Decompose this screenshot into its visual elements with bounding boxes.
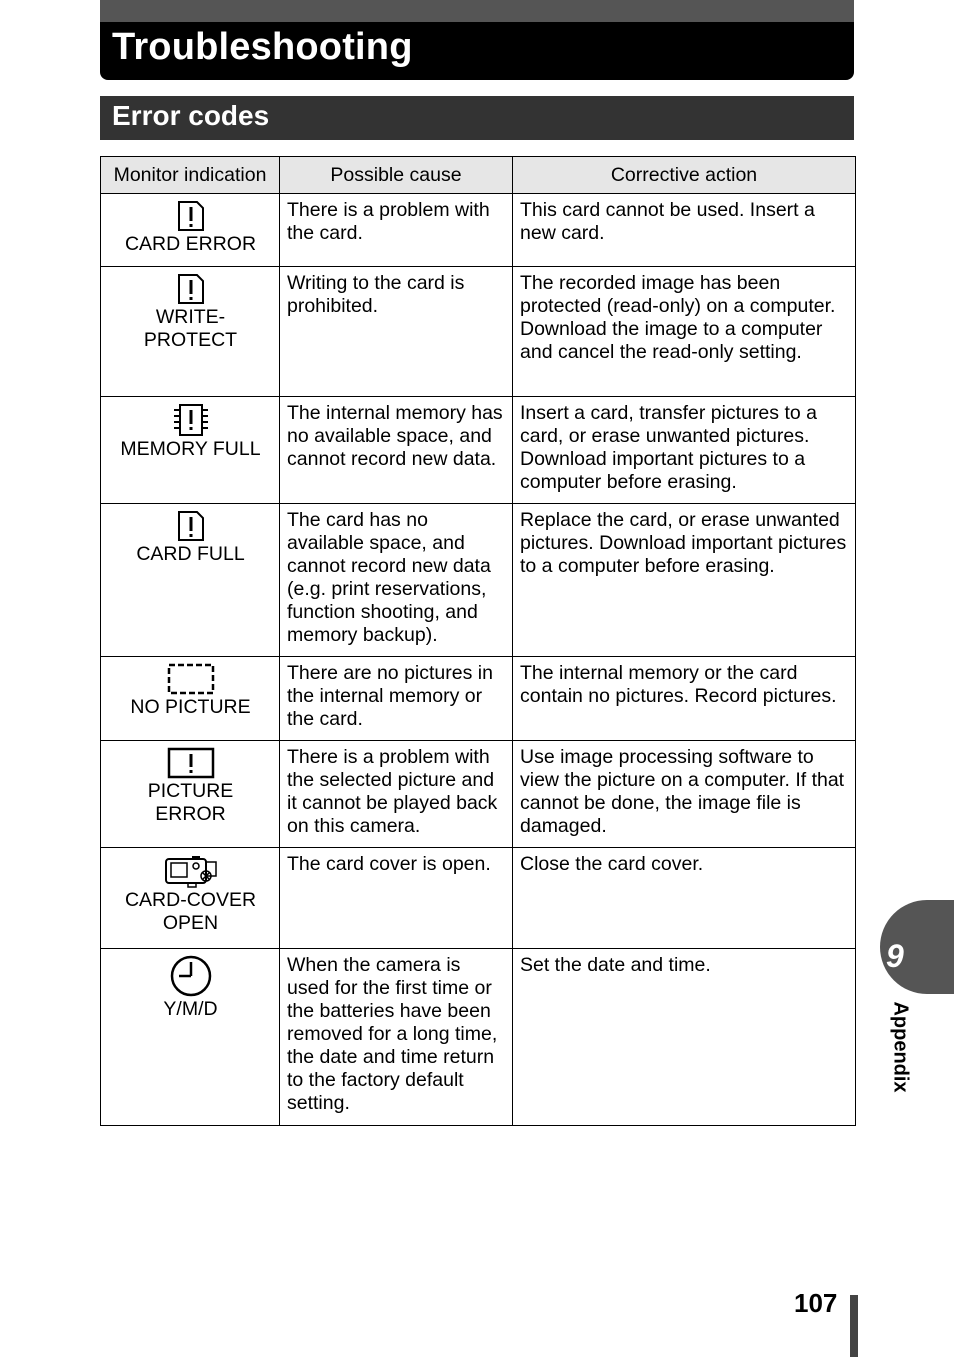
cause-cell: There is a problem with the selected picture and it cannot be played back on this camera. [280, 741, 513, 848]
header-monitor-indication: Monitor indication [101, 157, 280, 194]
indication-cell [101, 949, 280, 1126]
table-row [101, 741, 856, 848]
header-corrective-action: Corrective action [513, 157, 856, 194]
indication-label: Y/M/D [163, 998, 218, 1020]
page-number-bar [850, 1295, 858, 1357]
table-row [101, 397, 856, 504]
cause-cell: The internal memory has no available space, and cannot record new data. [280, 397, 513, 504]
table-row [101, 848, 856, 949]
card-cover-open-icon [162, 853, 220, 889]
indication-label: PICTURE ERROR [147, 780, 234, 825]
indication-cell [101, 267, 280, 397]
indication-label: NO PICTURE [130, 696, 251, 718]
cause-cell: The card has no available space, and cannot record new data (e.g. print reservations, function shooting, and memory backup). [280, 504, 513, 657]
indication-cell [101, 848, 280, 949]
card-error-icon [176, 199, 206, 233]
section-bar [100, 96, 854, 140]
table-header-row [101, 157, 856, 194]
cause-cell: The card cover is open. [280, 848, 513, 949]
page-title: Troubleshooting [112, 26, 413, 68]
indication-label: WRITE-PROTECT [143, 306, 238, 351]
indication-cell [101, 194, 280, 267]
action-cell: Replace the card, or erase unwanted pictures. Download important pictures to a computer before erasing. [513, 504, 856, 657]
indication-cell [101, 741, 280, 848]
cause-cell: There is a problem with the card. [280, 194, 513, 267]
indication-label: CARD FULL [136, 543, 245, 565]
indication-cell [101, 504, 280, 657]
action-cell: This card cannot be used. Insert a new card. [513, 194, 856, 267]
indication-cell [101, 657, 280, 741]
title-bar [100, 0, 854, 80]
clock-icon [169, 954, 213, 998]
action-cell: Insert a card, transfer pictures to a card, or erase unwanted pictures. Download important pictures to a computer before erasing. [513, 397, 856, 504]
action-cell: Close the card cover. [513, 848, 856, 949]
table-row [101, 949, 856, 1126]
table-row [101, 657, 856, 741]
indication-label: MEMORY FULL [120, 438, 261, 460]
table-row [101, 504, 856, 657]
indication-label: CARD ERROR [124, 233, 257, 255]
card-full-icon [176, 509, 206, 543]
action-cell: The internal memory or the card contain no pictures. Record pictures. [513, 657, 856, 741]
table-row [101, 267, 856, 397]
memory-full-icon [171, 402, 211, 438]
write-protect-icon [176, 272, 206, 306]
no-picture-icon [166, 662, 216, 696]
picture-error-icon [166, 746, 216, 780]
action-cell: The recorded image has been protected (read-only) on a computer. Download the image to a computer and cancel the read-only setting. [513, 267, 856, 397]
action-cell: Set the date and time. [513, 949, 856, 1126]
cause-cell: There are no pictures in the internal memory or the card. [280, 657, 513, 741]
action-cell: Use image processing software to view the picture on a computer. If that cannot be done, the image file is damaged. [513, 741, 856, 848]
chapter-number: 9 [886, 938, 904, 974]
error-codes-table [100, 156, 856, 1126]
cause-cell: When the camera is used for the first time or the batteries have been removed for a long time, the date and time return to the factory default setting. [280, 949, 513, 1126]
page-number: 107 [794, 1288, 838, 1318]
indication-cell [101, 397, 280, 504]
cause-cell: Writing to the card is prohibited. [280, 267, 513, 397]
section-title: Error codes [112, 100, 270, 131]
title-bar-strip [100, 0, 854, 22]
table-row [101, 194, 856, 267]
header-possible-cause: Possible cause [280, 157, 513, 194]
indication-label: CARD-COVER OPEN [124, 889, 257, 934]
chapter-label: Appendix [889, 1001, 912, 1093]
